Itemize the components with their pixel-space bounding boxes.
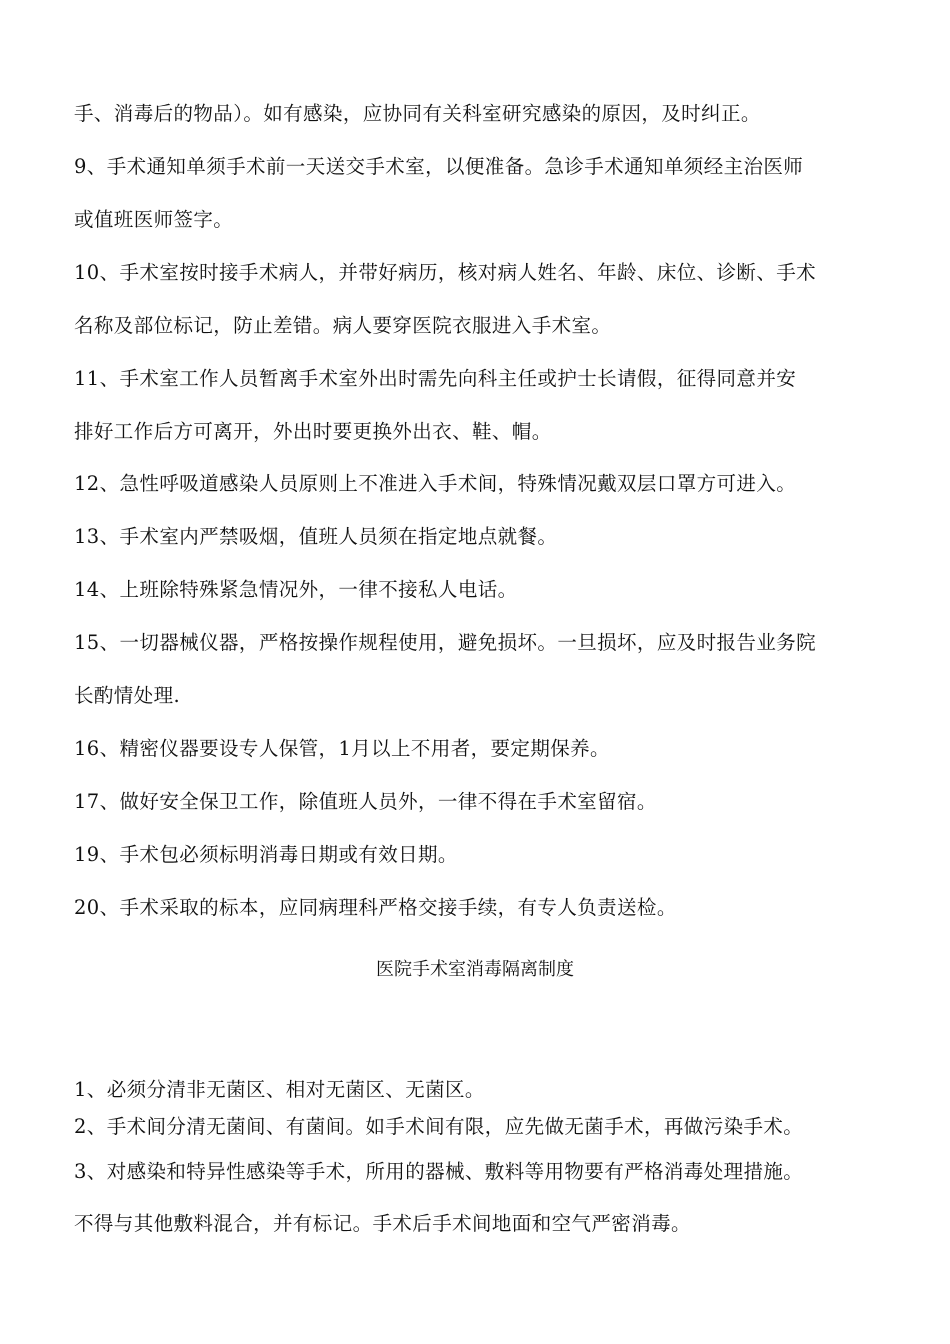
- paragraph-line: 15、一切器械仪器，严格按操作规程使用，避免损坏。一旦损坏，应及时报告业务院: [74, 631, 817, 654]
- paragraph-line: 手、消毒后的物品）。如有感染，应协同有关科室研究感染的原因，及时纠正。: [74, 102, 761, 125]
- paragraph-line: 13、手术室内严禁吸烟，值班人员须在指定地点就餐。: [74, 525, 558, 548]
- paragraph-line: 12、急性呼吸道感染人员原则上不准进入手术间，特殊情况戴双层口罩方可进入。: [74, 472, 797, 495]
- paragraph-line: 10、手术室按时接手术病人，并带好病历，核对病人姓名、年龄、床位、诊断、手术: [74, 261, 817, 284]
- paragraph-line: 名称及部位标记，防止差错。病人要穿医院衣服进入手术室。: [74, 314, 612, 337]
- paragraph-line: 排好工作后方可离开，外出时要更换外出衣、鞋、帽。: [74, 420, 552, 443]
- paragraph-line: 2、手术间分清无菌间、有菌间。如手术间有限，应先做无菌手术，再做污染手术。: [74, 1115, 804, 1138]
- paragraph-line: 1、必须分清非无菌区、相对无菌区、无菌区。: [74, 1078, 485, 1101]
- paragraph-line: 或值班医师签字。: [74, 208, 234, 231]
- paragraph-line: 19、手术包必须标明消毒日期或有效日期。: [74, 843, 458, 866]
- paragraph-line: 16、精密仪器要设专人保管，1月以上不用者，要定期保养。: [74, 737, 610, 760]
- paragraph-line: 长酌情处理.: [74, 684, 181, 707]
- section-title: 医院手术室消毒隔离制度: [376, 959, 574, 980]
- paragraph-line: 14、上班除特殊紧急情况外，一律不接私人电话。: [74, 578, 518, 601]
- paragraph-line: 9、手术通知单须手术前一天送交手术室，以便准备。急诊手术通知单须经主治医师: [74, 155, 804, 178]
- paragraph-line: 17、做好安全保卫工作，除值班人员外，一律不得在手术室留宿。: [74, 790, 657, 813]
- paragraph-line: 3、对感染和特异性感染等手术，所用的器械、敷料等用物要有严格消毒处理措施。: [74, 1160, 804, 1183]
- paragraph-line: 20、手术采取的标本，应同病理科严格交接手续，有专人负责送检。: [74, 896, 677, 919]
- paragraph-line: 不得与其他敷料混合，并有标记。手术后手术间地面和空气严密消毒。: [74, 1212, 691, 1235]
- paragraph-line: 11、手术室工作人员暂离手术室外出时需先向科主任或护士长请假，征得同意并安: [74, 367, 797, 390]
